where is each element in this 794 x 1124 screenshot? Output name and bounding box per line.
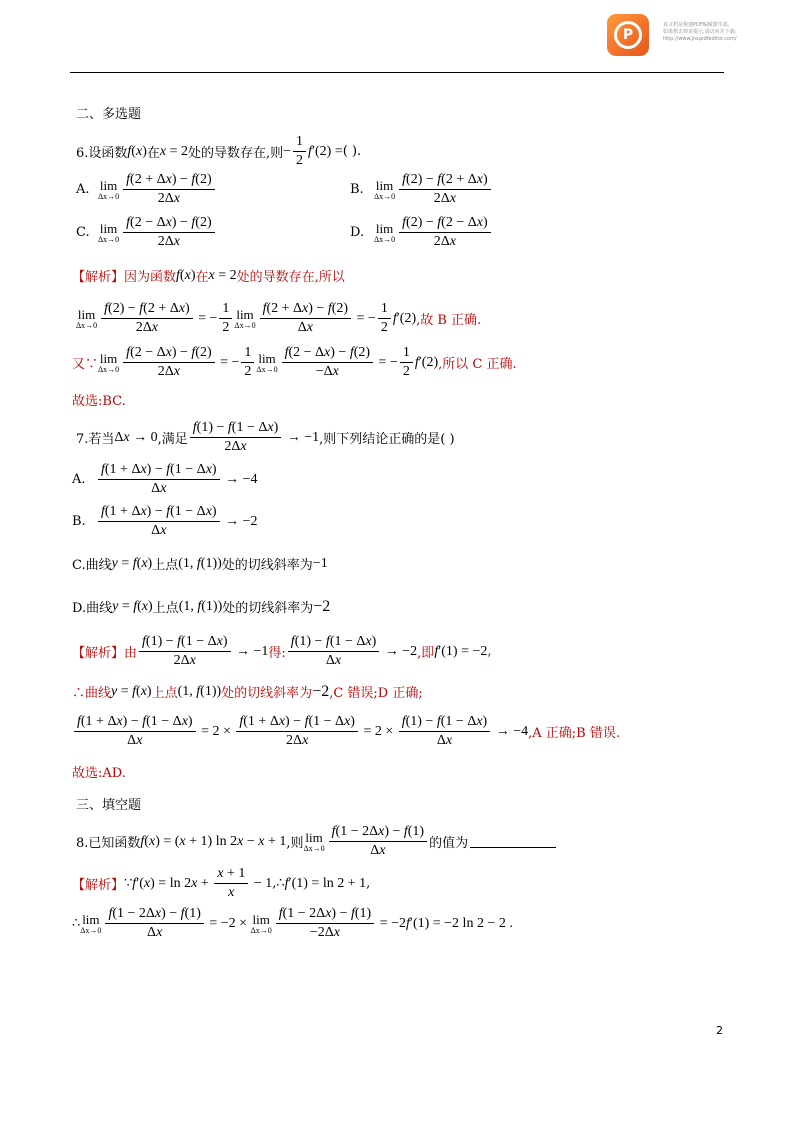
q8-analysis-line1: 【解析】 ∵ f′(x) = ln 2x + $\frac{x + 1}{x}$ − 1 ,∴ f′(1) = ln 2 + 1 , xyxy=(72,866,371,901)
q6-stem: 6.设函数 f(x) 在 x = 2 处的导数存在,则 − $\frac{1}{2}$ f′(2) = ( ). xyxy=(76,134,362,169)
pdf-editor-logo xyxy=(607,14,649,56)
page-number: 2 xyxy=(716,1024,723,1037)
q7-option-c: C.曲线 y = f(x) 上点 (1, f(1)) 处的切线斜率为 −1 xyxy=(72,555,328,573)
q7-option-d: D.曲线 y = f(x) 上点 (1, f(1)) 处的切线斜率为 −2 xyxy=(72,597,331,616)
section-heading-multi-choice: 二、多选题 xyxy=(76,107,142,122)
header-note: 该文档是极速PDF编辑器生成, 如果想去掉该提示,请访问并下载: http://www.jisupdfeditor.com/ xyxy=(663,22,737,42)
q6-option-b: B. lim Δx→0 $\frac{f(2) - f(2 + \Delta x)}{2\Delta x}$ xyxy=(350,172,493,207)
q7-stem: 7.若当 Δx → 0 ,满足 $\frac{f(1) - f(1 - \Delta x)}{2\Delta x}$ → −1 ,则下列结论正确的是( ) xyxy=(76,420,455,455)
q7-analysis-line2: ∴曲线 y = f(x) 上点 (1, f(1)) 处的切线斜率为 −2 ,C 错误;D 正确; xyxy=(72,682,423,701)
q8-stem: 8.已知函数 f(x) = (x + 1) ln 2x − x + 1 ,则 lim Δx→0 $\frac{f(1 - 2\Delta x) - f(1)}{\Delta x}$ 的值为 xyxy=(76,824,556,859)
q6-answer: 故选:BC. xyxy=(72,394,126,409)
q7-analysis-line3: $\frac{f(1 + \Delta x) - f(1 - \Delta x)}{\Delta x}$ = 2 × $\frac{f(1 + \Delta x) - f(1 - \Delta x)}{2\Delta x}$ = 2 × $\frac{f(1) - f(1 - \Delta x)}{\Delta x}$ → −4 ,A 正确;B 错误. xyxy=(72,714,620,749)
q6-analysis-line2: lim Δx→0 $\frac{f(2) - f(2 + \Delta x)}{2\Delta x}$ = − $\frac{1}{2}$ lim Δx→0 $\frac{f(2 + \Delta x) - f(2)}{\Delta x}$ = − $\frac{1}{2}$ f′(2) ,故 B 正确. xyxy=(76,301,482,336)
q7-option-a: A. $\frac{f(1 + \Delta x) - f(1 - \Delta x)}{\Delta x}$ → −4 xyxy=(72,462,258,497)
q8-analysis-line2: ∴ lim Δx→0 $\frac{f(1 - 2\Delta x) - f(1)}{\Delta x}$ = −2 × lim Δx→0 $\frac{f(1 - 2\Delta x) - f(1)}{-2\Delta x}$ = −2f′(1) = −2 ln 2 − 2 . xyxy=(72,906,513,941)
logo-letter: P xyxy=(614,21,642,49)
header-rule xyxy=(70,72,724,73)
q6-analysis-line1: 【解析】 因为函数 f(x) 在 x = 2 处的导数存在,所以 xyxy=(72,267,345,285)
q6-analysis-line3: 又∵ lim Δx→0 $\frac{f(2 - \Delta x) - f(2)}{2\Delta x}$ = − $\frac{1}{2}$ lim Δx→0 $\frac{f(2 - \Delta x) - f(2)}{-\Delta x}$ = − $\frac{1}{2}$ f′(2) ,所以 C 正确. xyxy=(72,345,517,380)
q6-option-d: D. lim Δx→0 $\frac{f(2) - f(2 - \Delta x)}{2\Delta x}$ xyxy=(350,215,493,250)
q7-analysis-line1: 【解析】 由 $\frac{f(1) - f(1 - \Delta x)}{2\Delta x}$ → −1 得: $\frac{f(1) - f(1 - \Delta x)}{\Delta x}$ → −2 ,即 f′(1) = −2 , xyxy=(72,634,492,669)
q7-answer: 故选:AD. xyxy=(72,766,126,781)
q6-option-c: C. lim Δx→0 $\frac{f(2 - \Delta x) - f(2)}{2\Delta x}$ xyxy=(76,215,217,250)
q6-option-a: A. lim Δx→0 $\frac{f(2 + \Delta x) - f(2)}{2\Delta x}$ xyxy=(76,172,217,207)
q7-option-b: B. $\frac{f(1 + \Delta x) - f(1 - \Delta x)}{\Delta x}$ → −2 xyxy=(72,504,258,539)
section-heading-fill-blank: 三、填空题 xyxy=(76,798,142,813)
answer-blank[interactable] xyxy=(470,835,556,848)
